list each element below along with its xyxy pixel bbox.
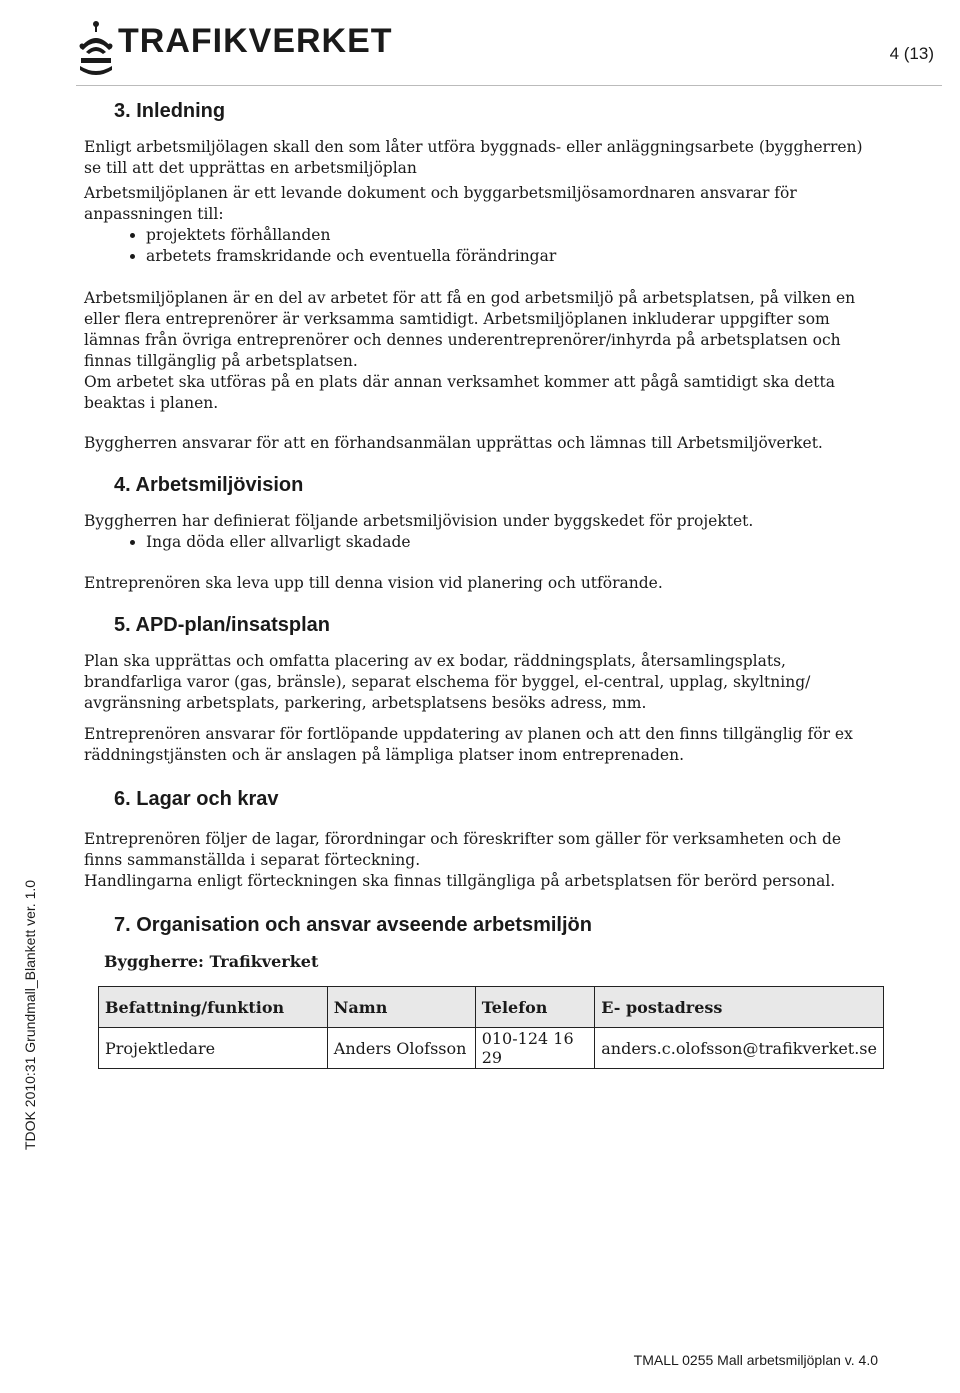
s3-bullet-list	[84, 225, 884, 267]
list-item: • projektets förhållanden	[146, 225, 884, 246]
list-item: • Inga döda eller allvarligt skadade	[146, 532, 884, 553]
s3-paragraph-4: Om arbetet ska utföras på en plats där annan verksamhet kommer att pågå samtidigt ska detta beaktas i planen.	[84, 373, 836, 412]
s4-paragraph-2: Entreprenören ska leva upp till denna vision vid planering och utförande.	[84, 574, 663, 592]
document-body	[84, 100, 884, 1069]
s5-paragraph-1: Plan ska upprättas och omfatta placering av ex bodar, räddningsplats, återsamlingsplats, brandfarliga varor (gas, bränsle), separat elschema för byggel, el-central, upplag, skyltning/ avgränsning arbetsplats, parkering, arbetsplatsens besöks adress, mm.	[84, 652, 811, 712]
s6-paragraph-2: Handlingarna enligt förteckningen ska finnas tillgängliga på arbetsplatsen för berörd personal.	[84, 872, 836, 890]
s7-subheading: Byggherre: Trafikverket	[104, 952, 319, 971]
section-5-heading: 5. APD-plan/insatsplan	[114, 614, 330, 636]
table-cell: Anders Olofsson	[327, 1028, 475, 1069]
table-header-cell: Telefon	[475, 987, 595, 1028]
page-number: 4 (13)	[889, 44, 934, 63]
s4-paragraph-1: Byggherren har definierat följande arbetsmiljövision under byggskedet för projektet.	[84, 512, 754, 530]
s5-paragraph-2: Entreprenören ansvarar för fortlöpande uppdatering av planen och att den finns tillgänglig för ex räddningstjänsten och är anslagen på lämpliga platser inom entreprenaden.	[84, 725, 853, 764]
s3-paragraph-1: Enligt arbetsmiljölagen skall den som låter utföra byggnads- eller anläggningsarbete (byggherren) se till att det upprättas en arbetsmiljöplan	[84, 138, 863, 177]
table-header-cell: Namn	[327, 987, 475, 1028]
section-4-heading: 4. Arbetsmiljövision	[114, 474, 304, 496]
s3-paragraph-5: Byggherren ansvarar för att en förhandsanmälan upprättas och lämnas till Arbetsmiljöverket.	[84, 434, 823, 452]
table-cell: anders.c.olofsson@trafikverket.se	[595, 1028, 884, 1069]
organisation-table	[98, 986, 884, 1069]
s3-paragraph-3: Arbetsmiljöplanen är en del av arbetet för att få en god arbetsmiljö på arbetsplatsen, på vilken en eller flera entreprenörer är verksamma samtidigt. Arbetsmiljöplanen inkluderar uppgifter som lämnas från övriga entreprenörer och dennes underentreprenörer/inhyrda på arbetsplatsen och finnas tillgänglig på arbetsplatsen.	[84, 289, 856, 370]
table-header-row	[99, 987, 884, 1028]
table-row	[99, 1028, 884, 1069]
table-header-cell: Befattning/funktion	[99, 987, 328, 1028]
header-divider	[76, 85, 942, 86]
section-7-heading: 7. Organisation och ansvar avseende arbetsmiljön	[114, 914, 592, 936]
logo-text: TRAFIKVERKET	[118, 22, 393, 60]
section-6-heading: 6. Lagar och krav	[114, 788, 279, 810]
s3-paragraph-2: Arbetsmiljöplanen är ett levande dokument och byggarbetsmiljösamordnaren ansvarar för anpassningen till:	[84, 184, 797, 223]
document-id-vertical: TDOK 2010:31 Grundmall_Blankett ver. 1.0	[22, 879, 38, 1150]
table-cell: Projektledare	[99, 1028, 328, 1069]
table-header-cell: E- postadress	[595, 987, 884, 1028]
page-footer: TMALL 0255 Mall arbetsmiljöplan v. 4.0	[633, 1352, 878, 1368]
section-3-heading: 3. Inledning	[114, 100, 226, 122]
s6-paragraph-1: Entreprenören följer de lagar, förordningar och föreskrifter som gäller för verksamheten och de finns sammanställda i separat förteckning.	[84, 830, 842, 869]
page-header	[0, 0, 960, 90]
table-cell: 010-124 16 29	[475, 1028, 595, 1069]
s4-bullet-list	[84, 532, 884, 553]
list-item: • arbetets framskridande och eventuella förändringar	[146, 246, 884, 267]
